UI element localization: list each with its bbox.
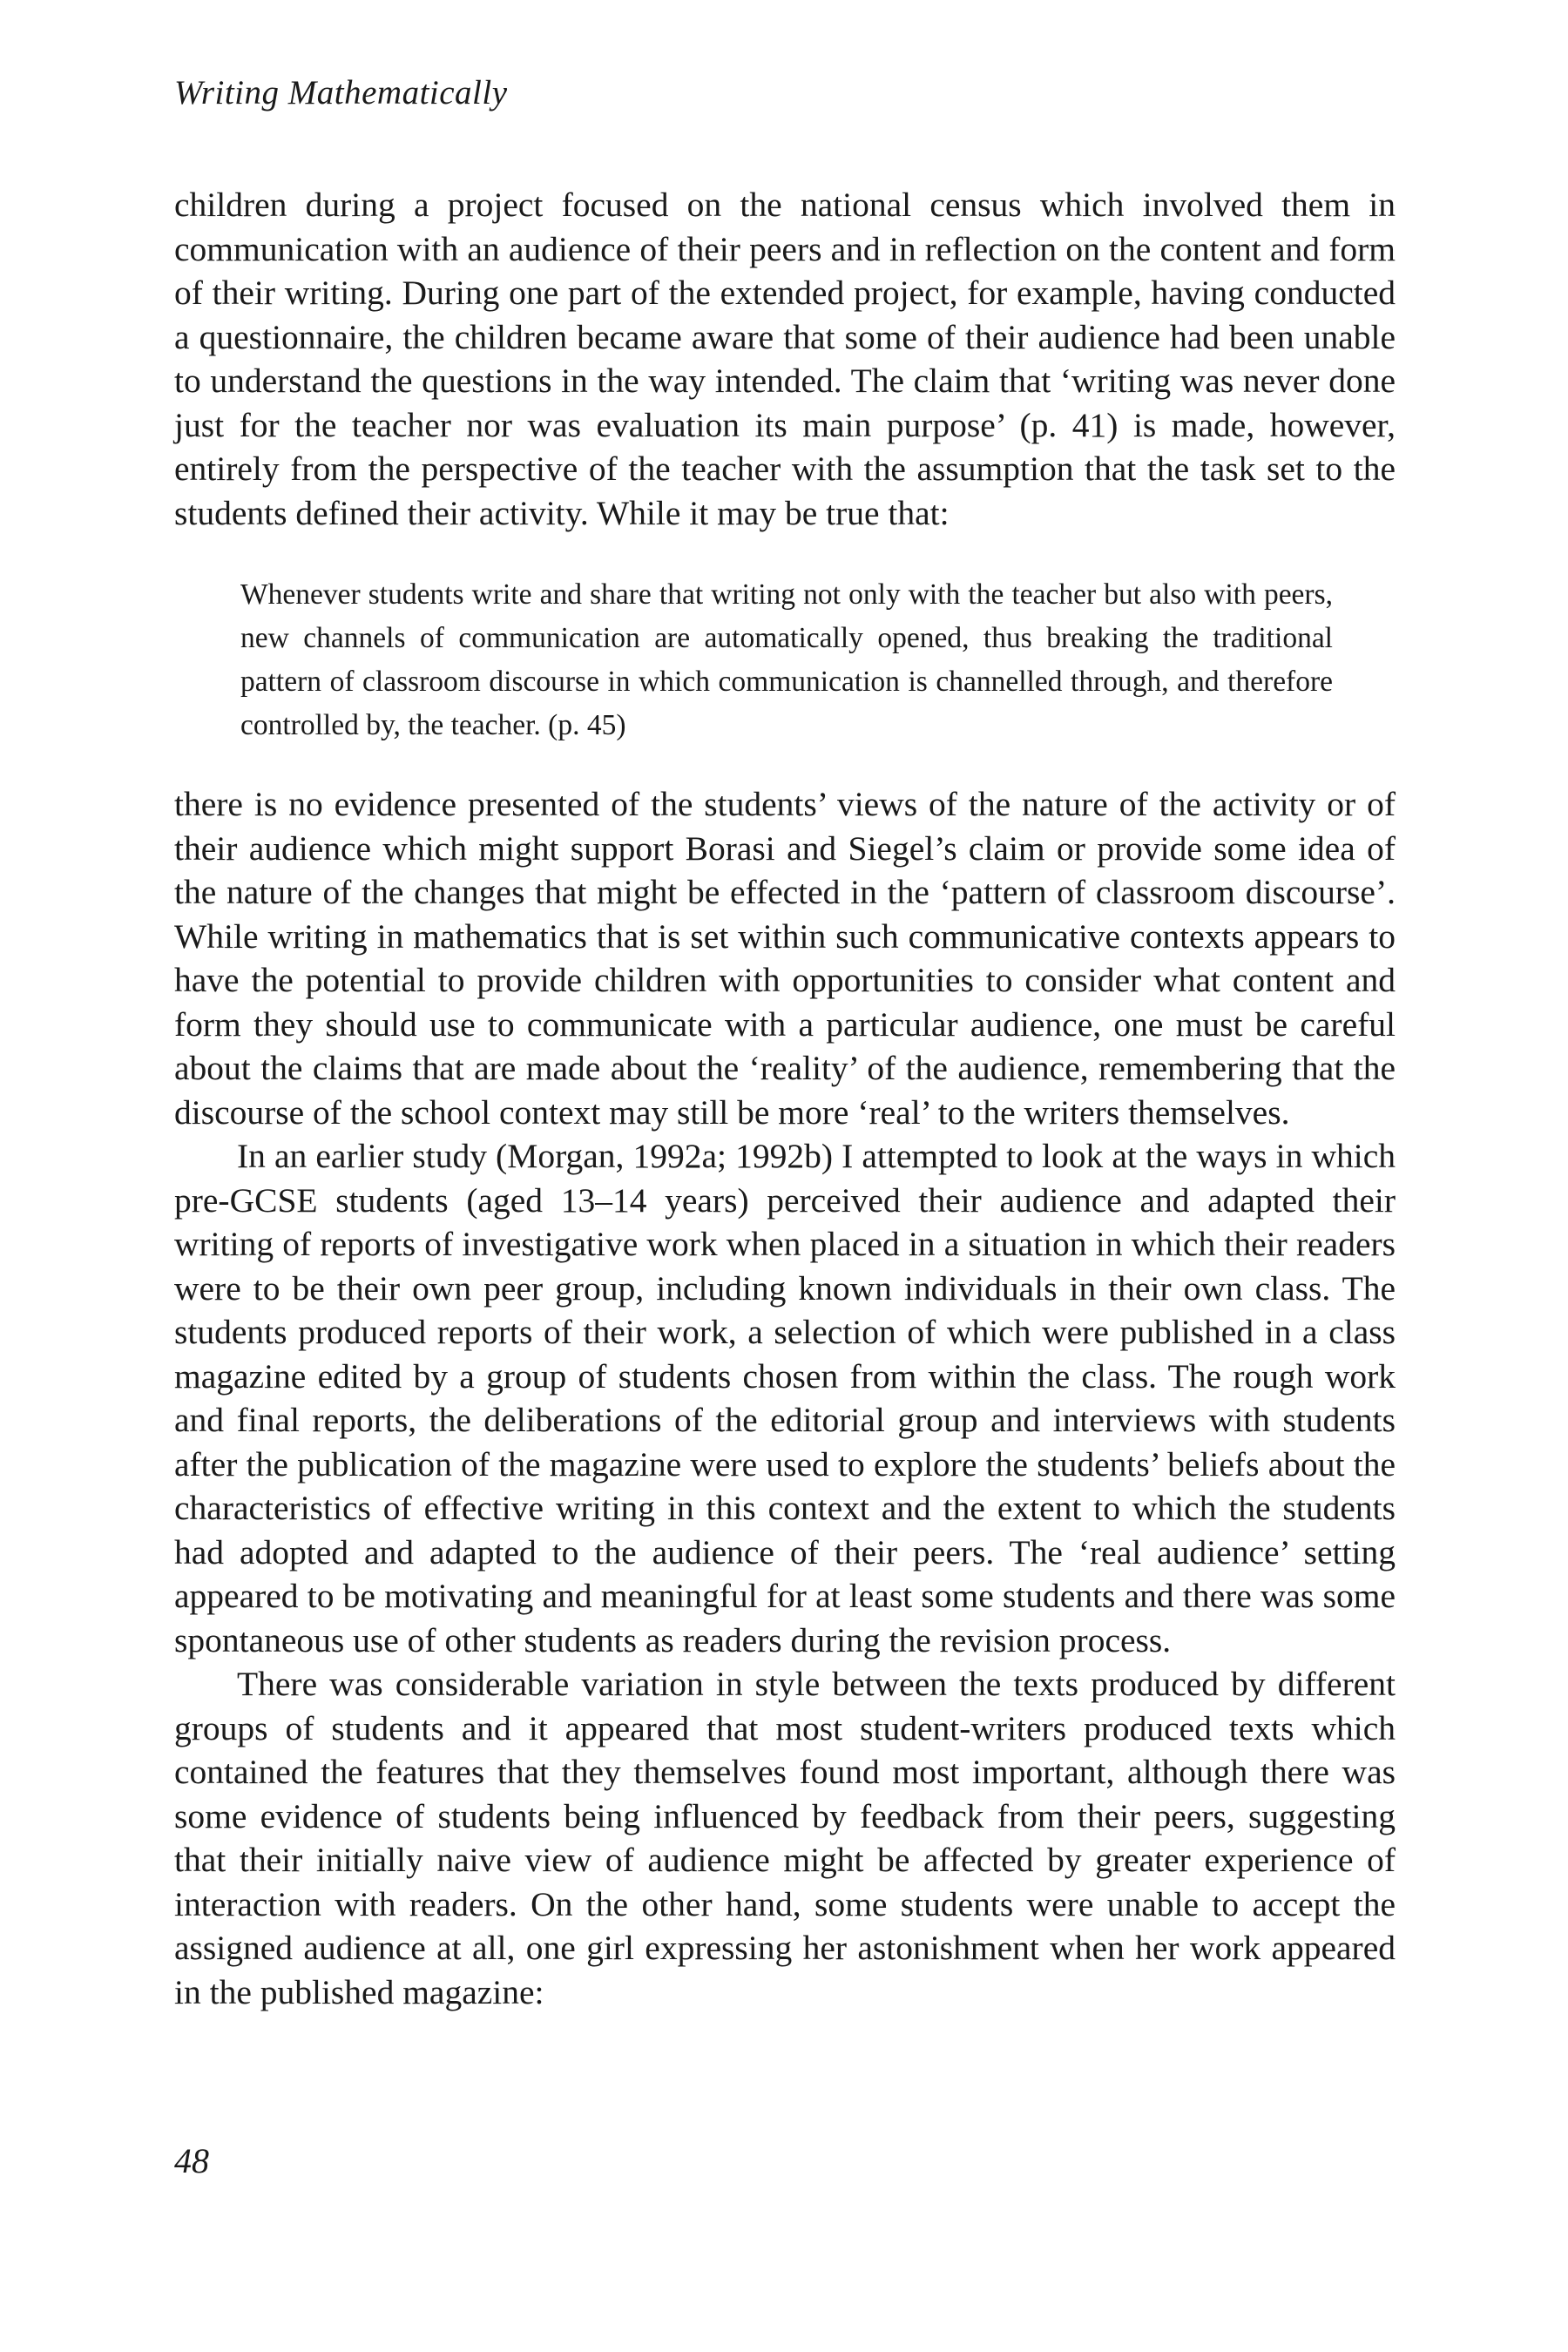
running-head: Writing Mathematically [174, 74, 508, 112]
paragraph: There was considerable variation in style between the texts produced by different groups of students and it appeared that most student-writers produced texts which contained the features that they themselves found most important, although there was some evidence of students being influenced by feedback from their peers, suggesting that their initially naive view of audience might be affected by greater experience of interaction with readers. On the other hand, some students were unable to accept the assigned audience at all, one girl expressing her astonishment when her work appeared in the published magazine: [174, 1665, 1396, 2011]
paragraph: there is no evidence presented of the students’ views of the nature of the activity or of their audience which might support Borasi and Siegel’s claim or provide some idea of the nature of the changes that might be effected in the ‘pattern of classroom discourse’. While writing in mathematics that is set within such communicative contexts appears to have the potential to provide children with opportunities to consider what content and form they should use to communicate with a particular audience, one must be careful about the claims that are made about the ‘reality’ of the audience, remembering that the discourse of the school context may still be more ‘real’ to the writers themselves. [174, 785, 1396, 1132]
block-quote: Whenever students write and share that writing not only with the teacher but also with peers, new channels of communication are automatically opened, thus breaking the traditional pattern of classroom discourse in which communication is channelled through, and therefore controlled by, the teacher. (p. 45) [240, 578, 1333, 741]
paragraph: children during a project focused on the national census which involved them in communication with an audience of their peers and in reflection on the content and form of their writing. During one part of the extended project, for example, having conducted a questionnaire, the children became aware that some of their audience had been unable to understand the questions in the way intended. The claim that ‘writing was never done just for the teacher nor was evaluation its main purpose’ (p. 41) is made, however, entirely from the perspective of the teacher with the assumption that the task set to the students defined their activity. While it may be true that: [174, 186, 1396, 532]
body-text [174, 183, 1396, 2014]
paragraph: In an earlier study (Morgan, 1992a; 1992b) I attempted to look at the ways in which pre-GCSE students (aged 13–14 years) perceived their audience and adapted their writing of reports of investigative work when placed in a situation in which their readers were to be their own peer group, including known individuals in their own class. The students produced reports of their work, a selection of which were published in a class magazine edited by a group of students chosen from within the class. The rough work and final reports, the deliberations of the editorial group and interviews with students after the publication of the magazine were used to explore the students’ beliefs about the characteristics of effective writing in this context and the extent to which the students had adopted and adapted to the audience of their peers. The ‘real audience’ setting appeared to be motivating and meaningful for at least some students and there was some spontaneous use of other students as readers during the revision process. [174, 1137, 1396, 1659]
page-number: 48 [174, 2141, 209, 2180]
book-page [174, 71, 1396, 2301]
